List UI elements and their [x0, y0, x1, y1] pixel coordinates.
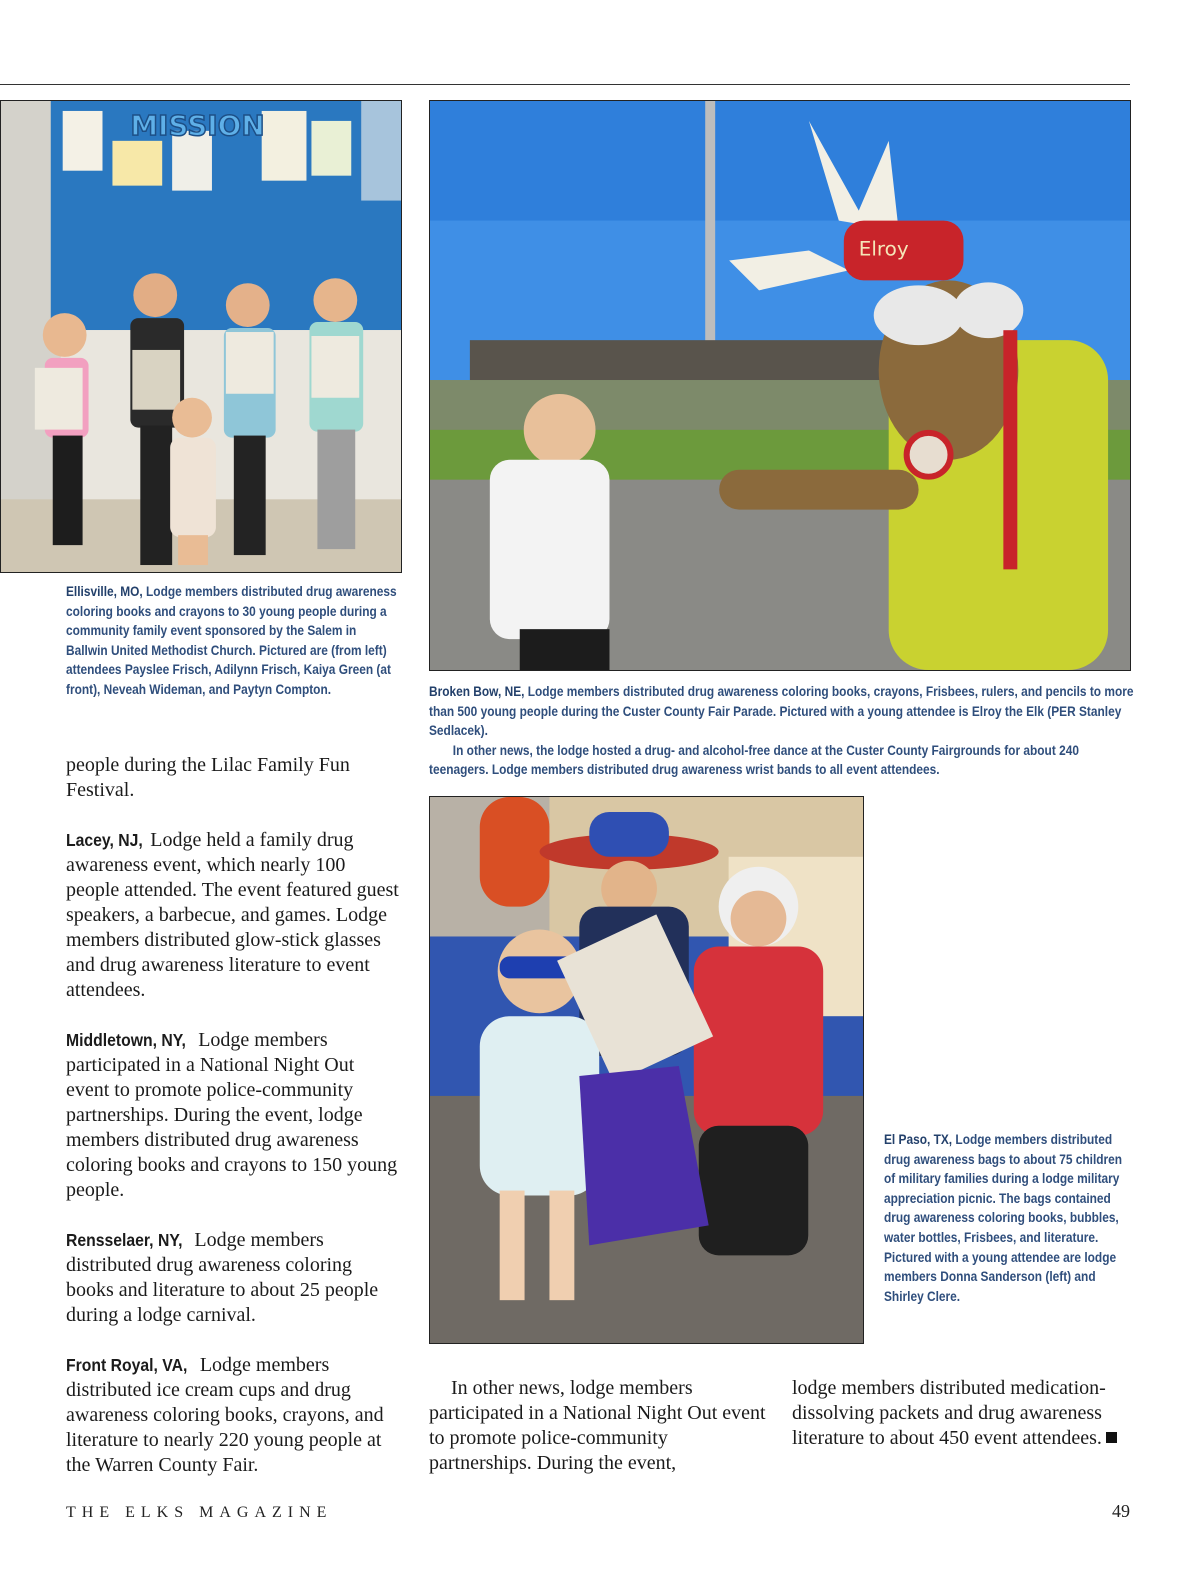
item-place: Middletown, NY, — [66, 1030, 186, 1050]
right-paragraph-text: lodge members distributed medication-dissolving packets and drug awareness literature to about 450 event attendees. — [792, 1377, 1106, 1449]
svg-text:Elroy: Elroy — [858, 237, 909, 261]
item-text: Lodge members distributed drug awareness coloring books and literature to about 25 people during a lodge carnival. — [66, 1229, 379, 1326]
item-text: Lodge members participated in a National Night Out event to promote police-community partnerships. During the event, lodge members distributed drug awareness coloring books and crayons to 150 young people. — [66, 1029, 398, 1201]
continued-paragraph: people during the Lilac Family Fun Festival. — [66, 754, 350, 801]
item-rensselaer — [66, 1228, 401, 1328]
magazine-name: THE ELKS MAGAZINE — [66, 1504, 333, 1521]
el-paso-photo — [429, 796, 864, 1344]
left-column — [66, 753, 401, 1503]
caption-text: Lodge members distributed drug awareness coloring books and crayons to 30 young people during a community family event sponsored by the Salem in Ballwin United Methodist Church. Pictured are (from left) attendees Payslee Frisch, Adilynn Frisch, Kaiya Green (at front), Neveah Wideman, and Paytyn Compton. — [66, 583, 397, 697]
caption-text-2: In other news, the lodge hosted a drug- and alcohol-free dance at the Custer County Fairgrounds for about 240 teenagers. Lodge members distributed drug awareness wrist bands to all event attendees. — [429, 741, 1079, 778]
right-paragraph — [792, 1376, 1132, 1451]
item-place: Lacey, NJ, — [66, 830, 143, 850]
el-paso-caption — [884, 1130, 1131, 1306]
broken-bow-photo — [429, 100, 1131, 671]
item-front-royal — [66, 1353, 401, 1478]
svg-text:MISSION: MISSION — [130, 108, 265, 142]
item-text: Lodge members distributed ice cream cups and drug awareness coloring books, crayons, and literature to nearly 220 young people at the Warren County Fair. — [66, 1354, 384, 1476]
caption-place: El Paso, TX, — [884, 1131, 953, 1147]
caption-text: Lodge members distributed drug awareness bags to about 75 children of military families during a lodge military appreciation picnic. The bags contained drug awareness coloring books, bubbles, water bottles, Frisbees, and literature. Pictured with a young attendee are lodge members Donna Sanderson (left) and Shirley Clere. — [884, 1131, 1123, 1304]
header-rule — [0, 84, 1130, 85]
el-paso-photo-art — [430, 797, 863, 1343]
ellisville-photo — [0, 100, 402, 573]
caption-place: Ellisville, MO, — [66, 583, 143, 599]
item-middletown — [66, 1028, 401, 1203]
ellisville-photo-art — [1, 101, 401, 572]
item-place: Rensselaer, NY, — [66, 1230, 183, 1250]
ellisville-caption — [66, 582, 398, 700]
caption-place: Broken Bow, NE, — [429, 683, 525, 699]
broken-bow-photo-art — [430, 101, 1130, 670]
middle-paragraph: In other news, lodge members participated in a National Night Out event to promote police-community partnerships. During the event, — [429, 1377, 766, 1474]
bottom-middle-column — [429, 1376, 774, 1501]
item-place: Front Royal, VA, — [66, 1355, 188, 1375]
broken-bow-caption — [429, 682, 1135, 780]
end-mark-icon — [1106, 1432, 1117, 1443]
caption-text: Lodge members distributed drug awareness coloring books, crayons, Frisbees, rulers, and pencils to more than 500 young people during the Custer County Fair Parade. Pictured with a young attendee is Elroy the Elk (PER Stanley Sedlacek). — [429, 683, 1134, 739]
bottom-right-column — [792, 1376, 1132, 1476]
page-number: 49 — [1112, 1501, 1130, 1521]
item-text: Lodge held a family drug awareness event, which nearly 100 people attended. The event featured guest speakers, a barbecue, and games. Lodge members distributed glow-stick glasses and drug awareness literature to event attendees. — [66, 829, 399, 1001]
item-lacey — [66, 828, 401, 1003]
